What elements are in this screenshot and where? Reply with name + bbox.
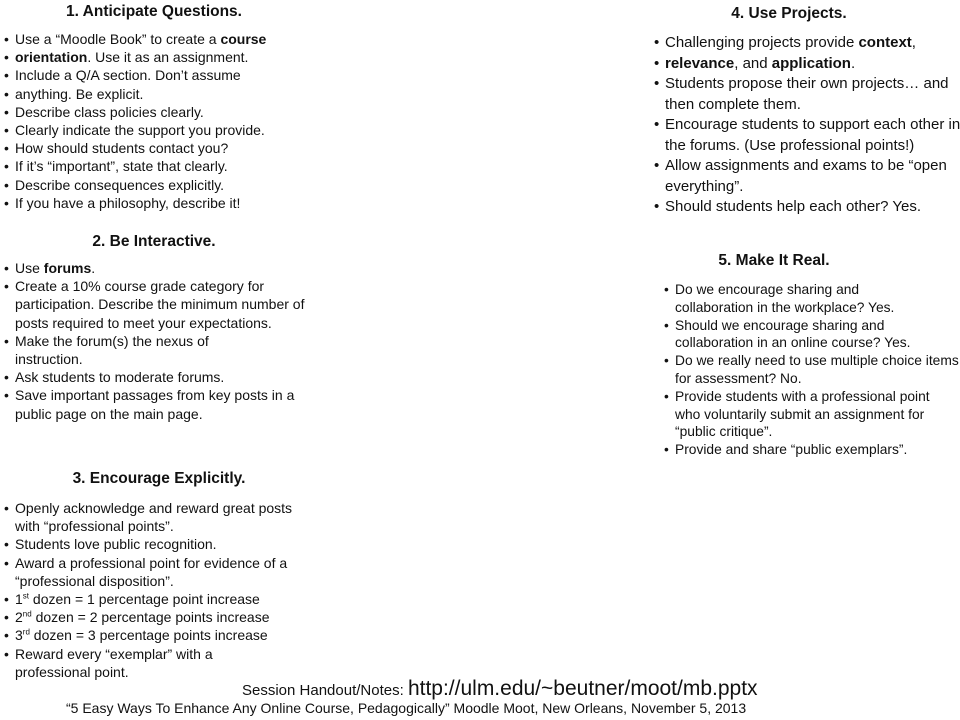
list-item: • Create a 10% course grade category for participation. Describe the minimum number of posts required to meet your expectations. <box>4 277 310 332</box>
list-item: • Use forums. <box>4 259 324 277</box>
list-item: • Award a professional point for evidence of a “professional disposition”. <box>4 554 305 590</box>
section-title: 1. Anticipate Questions. <box>66 3 242 20</box>
list-item: • Describe class policies clearly. <box>4 103 324 121</box>
list-item: • Make the forum(s) the nexus of instruction. <box>4 332 245 368</box>
handout-label: Session Handout/Notes: <box>242 682 408 699</box>
list-item: • anything. Be explicit. <box>4 85 324 103</box>
bullet-list <box>664 281 960 459</box>
list-item: • Provide students with a professional point who voluntarily submit an assignment for “public critique”. <box>664 388 933 441</box>
list-item: • 3rd dozen = 3 percentage points increase <box>4 626 324 644</box>
list-item: • Include a Q/A section. Don’t assume <box>4 66 324 84</box>
list-item: • Students propose their own projects… and then complete them. <box>654 74 960 115</box>
list-item: • Should students help each other? Yes. <box>654 197 958 218</box>
list-item: • Openly acknowledge and reward great posts with “professional points”. <box>4 499 305 535</box>
list-item: • 2nd dozen = 2 percentage points increase <box>4 608 324 626</box>
list-item: • Encourage students to support each other in the forums. (Use professional points!) <box>654 115 960 156</box>
list-item: • Do we encourage sharing and collaboration in the workplace? Yes. <box>664 281 935 317</box>
list-item: • Challenging projects provide context, <box>654 33 958 54</box>
list-item: • If it’s “important”, state that clearly. <box>4 157 324 175</box>
list-item: • Students love public recognition. <box>4 535 324 553</box>
handout-link[interactable]: http://ulm.edu/~beutner/moot/mb.pptx <box>407 677 758 700</box>
section-be-interactive <box>4 232 324 423</box>
list-item: • Should we encourage sharing and collaboration in an online course? Yes. <box>664 317 960 353</box>
section-make-it-real <box>664 251 960 459</box>
list-item: • Reward every “exemplar” with a professional point. <box>4 645 255 681</box>
section-title: 5. Make It Real. <box>718 252 830 269</box>
section-title: 2. Be Interactive. <box>92 233 216 250</box>
list-item: • orientation. Use it as an assignment. <box>4 48 324 66</box>
section-title: 4. Use Projects. <box>731 5 847 22</box>
list-item: • Ask students to moderate forums. <box>4 368 324 386</box>
bullet-list <box>4 259 324 423</box>
list-item: • Clearly indicate the support you provide. <box>4 121 324 139</box>
list-item: • relevance, and application. <box>654 54 958 75</box>
section-encourage-explicitly <box>4 469 324 681</box>
handout-footer <box>242 677 882 701</box>
section-anticipate-questions <box>4 2 324 212</box>
list-item: • Use a “Moodle Book” to create a course <box>4 30 324 48</box>
list-item: • How should students contact you? <box>4 139 324 157</box>
list-item: • 1st dozen = 1 percentage point increase <box>4 590 324 608</box>
session-citation: “5 Easy Ways To Enhance Any Online Course, Pedagogically” Moodle Moot, New Orleans, November 5, 2013 <box>66 700 747 716</box>
bullet-list <box>4 30 324 212</box>
section-use-projects <box>654 4 958 218</box>
list-item: • Describe consequences explicitly. <box>4 176 324 194</box>
list-item: • Do we really need to use multiple choice items for assessment? No. <box>664 352 960 388</box>
section-title: 3. Encourage Explicitly. <box>72 470 246 487</box>
bullet-list <box>4 499 324 681</box>
list-item: • Save important passages from key posts in a public page on the main page. <box>4 386 315 422</box>
list-item: • If you have a philosophy, describe it! <box>4 194 324 212</box>
list-item: • Allow assignments and exams to be “open everything”. <box>654 156 950 197</box>
bullet-list <box>654 33 958 218</box>
list-item: • Provide and share “public exemplars”. <box>664 441 960 459</box>
